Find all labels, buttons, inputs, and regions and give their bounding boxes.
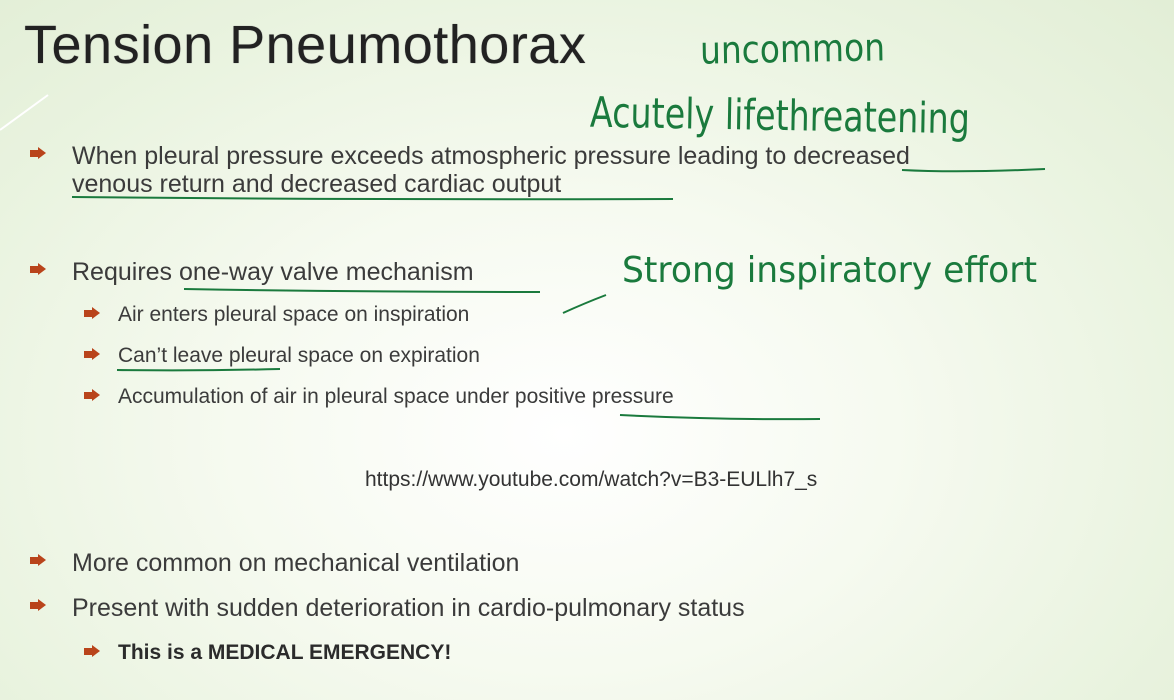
bullet-text-line-2: venous return and decreased cardiac output [72,170,562,198]
bullet-text-line-1: When pleural pressure exceeds atmospheric pressure leading to decreased [72,142,910,170]
ink-underline-decreased [902,169,1045,171]
handwritten-note-inspiratory-effort: Strong inspiratory effort [622,250,1037,291]
handwritten-note-uncommon: uncommon [699,24,915,73]
video-link[interactable]: https://www.youtube.com/watch?v=B3-EULlh7_s [365,468,818,491]
ink-arrow-stroke [563,295,606,313]
bullet-text: Present with sudden deterioration in cardio-pulmonary status [72,594,745,622]
ink-underline-positive-pressure [620,415,820,419]
ink-underline-one-way-valve [184,289,540,292]
subbullet-text: Accumulation of air in pleural space under positive pressure [118,385,674,408]
subbullet-text: Air enters pleural space on inspiration [118,303,470,326]
ink-underline-cant-leave [117,369,280,370]
slide-title: Tension Pneumothorax [24,15,587,75]
bullet-text: More common on mechanical ventilation [72,549,520,577]
handwritten-note-life-threatening: Acutely lifethreatening [589,87,1070,146]
ink-underline-venous-return [72,197,673,199]
subbullet-text: Can’t leave pleural space on expiration [118,344,480,367]
bullet-text: Requires one-way valve mechanism [72,258,474,286]
subbullet-text: This is a MEDICAL EMERGENCY! [118,641,452,664]
